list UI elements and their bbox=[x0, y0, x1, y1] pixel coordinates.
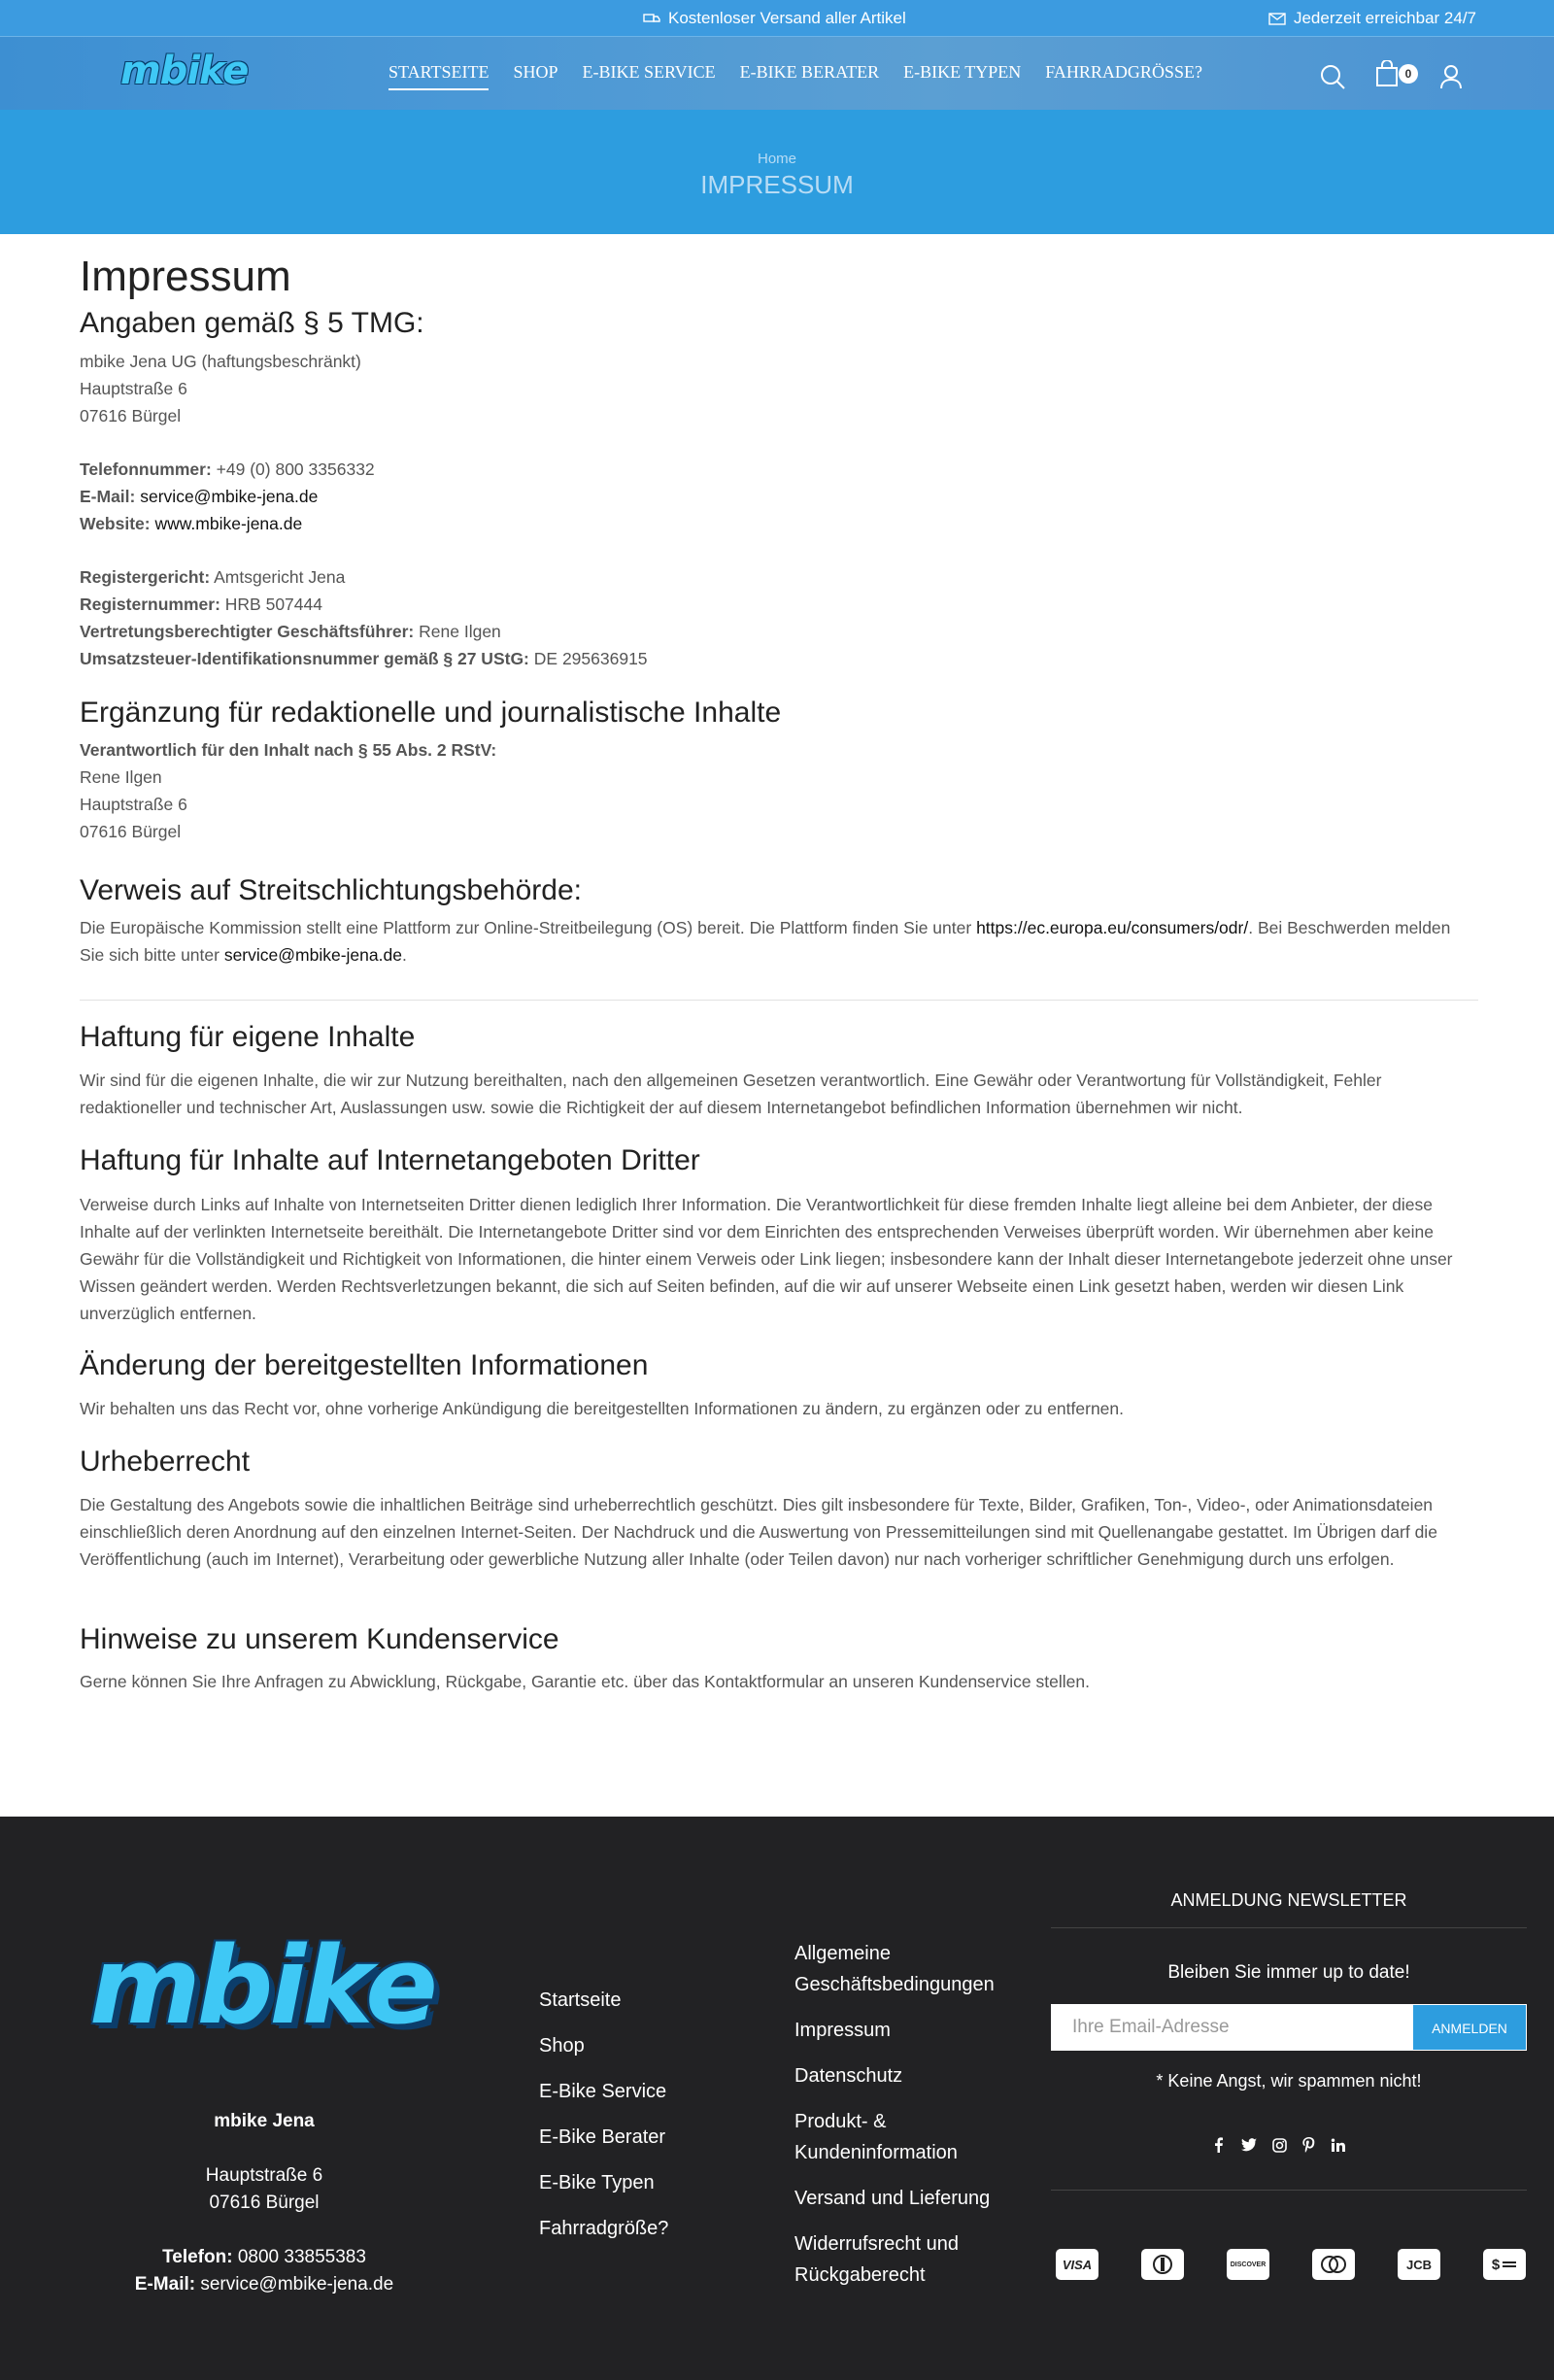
page-title: Impressum bbox=[80, 253, 291, 300]
footer-link-agb[interactable]: Allgemeine Geschäftsbedingungen bbox=[794, 1943, 995, 1995]
dispute-text-part-2: . Bei Beschwerden melden Sie sich bitte unter bbox=[80, 918, 1451, 965]
page-banner bbox=[0, 110, 1554, 234]
discover-icon bbox=[1227, 2249, 1269, 2280]
cash-icon bbox=[1483, 2249, 1526, 2280]
newsletter-subtitle: Bleiben Sie immer up to date! bbox=[1167, 1962, 1410, 1983]
main-navigation bbox=[0, 37, 1554, 110]
vat-value: DE 295636915 bbox=[533, 649, 648, 668]
twitter-icon[interactable] bbox=[1241, 2138, 1257, 2152]
editorial-street: Hauptstraße 6 bbox=[80, 795, 187, 814]
footer-link-e-bike-typen[interactable]: E-Bike Typen bbox=[539, 2172, 655, 2193]
cash-lines bbox=[1502, 2260, 1517, 2269]
email-line bbox=[80, 483, 1478, 510]
cash-label: $ bbox=[1491, 2256, 1501, 2273]
jcb-icon bbox=[1398, 2249, 1440, 2280]
editorial-label: Verantwortlich für den Inhalt nach § 55 Abs. 2 RStV: bbox=[80, 740, 497, 760]
dispute-email-link[interactable]: service@mbike-jena.de bbox=[223, 945, 402, 965]
main-menu bbox=[388, 62, 1202, 90]
register-number-line bbox=[80, 591, 1478, 618]
visa-icon bbox=[1056, 2249, 1098, 2280]
register-number-label: Registernummer: bbox=[80, 595, 220, 614]
cart-button[interactable] bbox=[1375, 60, 1412, 92]
footer-link-produktinfo[interactable]: Produkt- & Kundeninformation bbox=[794, 2111, 958, 2163]
editorial-city: 07616 Bürgel bbox=[80, 822, 182, 841]
jcb-label: JCB bbox=[1405, 2257, 1432, 2272]
liability-third-text: Verweise durch Links auf Inhalte von Internetseiten Dritter dienen lediglich Ihrer Information. Die Verantwortlichkeit für diese fremden Inhalte liegt alleine bei dem Anbieter, der diese Inhalte auf der verlinkten Internetseite bereithält. Die Internetangebote Dritter sind vor dem Einrichten des entsprechenden Verweises überprüft worden. Wir übernehmen aber keine Gewähr für die Vollständigkeit und Richtigkeit von Informationen, die hinter einem Verweis oder Link liegen; insbesondere kann der Inhalt dieser Internetangebote jederzeit ohne unser Wissen geändert werden. Werden Rechtsverletzungen bekannt, die sich auf Seiten befinden, auf die wir auf unserer Webseite einen Link gesetzt haben, werden wir diesen Link unverzüglich entfernen. bbox=[80, 1195, 1453, 1323]
phone-value: +49 (0) 800 3356332 bbox=[216, 459, 375, 479]
footer-link-impressum[interactable]: Impressum bbox=[794, 2020, 891, 2041]
footer bbox=[0, 1817, 1554, 2380]
site-logo[interactable]: mbike bbox=[120, 49, 249, 93]
breadcrumb[interactable]: Home bbox=[757, 151, 796, 167]
newsletter-divider-top bbox=[1051, 1927, 1527, 1928]
nav-item-e-bike-berater[interactable]: E-BIKE BERATER bbox=[739, 62, 880, 82]
company-city: 07616 Bürgel bbox=[80, 406, 182, 425]
divider bbox=[80, 1000, 1478, 1001]
register-number-value: HRB 507444 bbox=[224, 595, 322, 614]
diners-club-icon bbox=[1141, 2249, 1184, 2280]
footer-logo[interactable]: mbike bbox=[89, 1923, 434, 2048]
footer-phone-label: Telefon: bbox=[162, 2247, 233, 2267]
visa-label: VISA bbox=[1062, 2257, 1093, 2272]
shipping-promo-text: Kostenloser Versand aller Artikel bbox=[668, 9, 906, 27]
linkedin-icon[interactable] bbox=[1331, 2138, 1345, 2153]
court-value: Amtsgericht Jena bbox=[214, 567, 346, 587]
contact-details bbox=[80, 456, 1478, 537]
footer-email bbox=[80, 2271, 449, 2298]
court-label: Registergericht: bbox=[80, 567, 211, 587]
company-address bbox=[80, 348, 1478, 429]
footer-link-widerruf[interactable]: Widerrufsrecht und Rückgaberecht bbox=[794, 2233, 959, 2286]
email-link[interactable]: service@mbike-jena.de bbox=[140, 487, 319, 506]
footer-street: Hauptstraße 6 bbox=[205, 2165, 323, 2186]
mastercard-logo bbox=[1319, 2255, 1348, 2274]
service-text: Gerne können Sie Ihre Anfragen zu Abwicklung, Rückgabe, Garantie etc. über das Kontaktformular an unseren Kundenservice stellen. bbox=[80, 1672, 1090, 1691]
footer-link-e-bike-berater[interactable]: E-Bike Berater bbox=[539, 2126, 666, 2148]
footer-link-versand[interactable]: Versand und Lieferung bbox=[794, 2188, 991, 2209]
ceo-label: Vertretungsberechtigter Geschäftsführer: bbox=[80, 622, 415, 641]
newsletter-title: ANMELDUNG NEWSLETTER bbox=[1170, 1890, 1407, 1910]
website-line bbox=[80, 510, 1478, 537]
vat-line bbox=[80, 645, 1478, 672]
footer-link-startseite[interactable]: Startseite bbox=[539, 1989, 622, 2011]
website-link[interactable]: www.mbike-jena.de bbox=[154, 514, 303, 533]
editorial-heading: Ergänzung für redaktionelle und journalistische Inhalte bbox=[80, 697, 782, 729]
phone-line bbox=[80, 456, 1478, 483]
newsletter-email-input[interactable]: Ihre Email-Adresse bbox=[1051, 2004, 1412, 2051]
liability-own-text: Wir sind für die eigenen Inhalte, die wir zur Nutzung bereithalten, nach den allgemeinen Gesetzen verantwortlich. Eine Gewähr oder Verantwortung für Vollständigkeit, Fehler redaktioneller und technischer Art, Auslassungen usw. sowie die Richtigkeit der auf diesem Internetangebot befindlichen Information übernehmen wir nicht. bbox=[80, 1071, 1382, 1117]
pinterest-icon[interactable] bbox=[1302, 2137, 1315, 2153]
court-line bbox=[80, 563, 1478, 591]
search-icon[interactable] bbox=[1319, 63, 1346, 90]
vat-label: Umsatzsteuer-Identifikationsnummer gemäß § 27 UStG: bbox=[80, 649, 529, 668]
company-street: Hauptstraße 6 bbox=[80, 379, 187, 398]
footer-link-fahrradgroesse[interactable]: Fahrradgröße? bbox=[539, 2218, 669, 2239]
user-icon[interactable] bbox=[1439, 64, 1463, 89]
odr-link[interactable]: https://ec.europa.eu/consumers/odr/ bbox=[976, 918, 1249, 937]
footer-link-e-bike-service[interactable]: E-Bike Service bbox=[539, 2081, 667, 2102]
dispute-text-part-3: . bbox=[401, 945, 407, 965]
company-name: mbike Jena UG (haftungsbeschränkt) bbox=[80, 352, 361, 371]
cart-count-badge: 0 bbox=[1399, 64, 1418, 84]
liability-third-heading: Haftung für Inhalte auf Internetangeboten Dritter bbox=[80, 1144, 700, 1176]
top-bar bbox=[0, 0, 1554, 37]
nav-item-e-bike-typen[interactable]: E-BIKE TYPEN bbox=[903, 62, 1022, 82]
editorial-name: Rene Ilgen bbox=[80, 767, 162, 787]
footer-city: 07616 Bürgel bbox=[209, 2193, 320, 2213]
register-details bbox=[80, 563, 1478, 672]
header-icons bbox=[1319, 60, 1463, 92]
footer-company-name: mbike Jena bbox=[214, 2111, 315, 2131]
discover-label: DISCOVER bbox=[1230, 2261, 1267, 2268]
nav-item-fahrradgroesse[interactable]: FAHRRADGRÖSSE? bbox=[1045, 62, 1202, 82]
copyright-text: Die Gestaltung des Angebots sowie die inhaltlichen Beiträge sind urheberrechtlich geschützt. Dies gilt insbesondere für Texte, Bilder, Grafiken, Ton-, Video-, oder Animationsdateien einschließlich deren Anordnung auf den einzelnen Internet-Seiten. Der Nachdruck und die Auswertung von Pressemitteilungen sind mit Quellenangabe gestattet. Im Übrigen darf die Veröffentlichung (auch im Internet), Verarbeitung oder gewerbliche Nutzung aller Inhalte (oder Teilen davon) nur nach vorheriger schriftlicher Genehmigung durch uns erfolgen. bbox=[80, 1495, 1437, 1569]
dispute-text bbox=[80, 914, 1478, 969]
service-heading: Hinweise zu unserem Kundenservice bbox=[80, 1623, 559, 1655]
facebook-icon[interactable] bbox=[1212, 2137, 1226, 2153]
nav-item-e-bike-service[interactable]: E-BIKE SERVICE bbox=[582, 62, 716, 82]
footer-nav-col bbox=[539, 1985, 753, 2259]
website-label: Website: bbox=[80, 514, 151, 533]
tmg-heading: Angaben gemäß § 5 TMG: bbox=[80, 307, 424, 339]
dispute-text-part-1: Die Europäische Kommission stellt eine Plattform zur Online-Streitbeilegung (OS) bereit. Die Plattform finden Sie unter bbox=[80, 918, 977, 937]
availability-text: Jederzeit erreichbar 24/7 bbox=[1293, 9, 1476, 27]
changes-heading: Änderung der bereitgestellten Informationen bbox=[80, 1349, 649, 1381]
newsletter-divider-bottom bbox=[1051, 2190, 1527, 2191]
mastercard-icon bbox=[1312, 2249, 1355, 2280]
footer-link-shop[interactable]: Shop bbox=[539, 2035, 585, 2057]
phone-label: Telefonnummer: bbox=[80, 459, 212, 479]
shipping-promo bbox=[643, 9, 906, 28]
footer-legal-col bbox=[794, 1938, 1018, 2305]
copyright-heading: Urheberrecht bbox=[80, 1445, 251, 1478]
newsletter-submit-button[interactable]: ANMELDEN bbox=[1412, 2004, 1527, 2051]
changes-text: Wir behalten uns das Recht vor, ohne vorherige Ankündigung die bereitgestellten Informationen zu ändern, zu ergänzen oder zu entfernen. bbox=[80, 1399, 1125, 1418]
shopping-bag-icon bbox=[1375, 60, 1399, 87]
nav-item-startseite[interactable]: STARTSEITE bbox=[388, 62, 489, 90]
page-banner-title: IMPRESSUM bbox=[700, 170, 854, 199]
ceo-value: Rene Ilgen bbox=[419, 622, 501, 641]
ceo-line bbox=[80, 618, 1478, 645]
footer-phone bbox=[80, 2244, 449, 2271]
footer-link-datenschutz[interactable]: Datenschutz bbox=[794, 2065, 903, 2087]
liability-own-heading: Haftung für eigene Inhalte bbox=[80, 1021, 416, 1053]
editorial-responsible bbox=[80, 736, 1478, 845]
newsletter-note: * Keine Angst, wir spammen nicht! bbox=[1156, 2071, 1422, 2091]
footer-email-value[interactable]: service@mbike-jena.de bbox=[200, 2274, 394, 2295]
footer-phone-value[interactable]: 0800 33855383 bbox=[237, 2247, 366, 2267]
footer-email-label: E-Mail: bbox=[134, 2274, 196, 2295]
dispute-heading: Verweis auf Streitschlichtungsbehörde: bbox=[80, 874, 582, 906]
availability-info bbox=[1268, 9, 1476, 28]
mail-icon bbox=[1268, 13, 1286, 25]
instagram-icon[interactable] bbox=[1272, 2138, 1287, 2153]
social-links bbox=[1212, 2137, 1345, 2153]
nav-item-shop[interactable]: SHOP bbox=[513, 62, 558, 82]
diners-club-logo bbox=[1150, 2255, 1175, 2274]
payment-methods bbox=[1056, 2249, 1526, 2280]
email-label: E-Mail: bbox=[80, 487, 136, 506]
truck-icon bbox=[643, 13, 660, 24]
